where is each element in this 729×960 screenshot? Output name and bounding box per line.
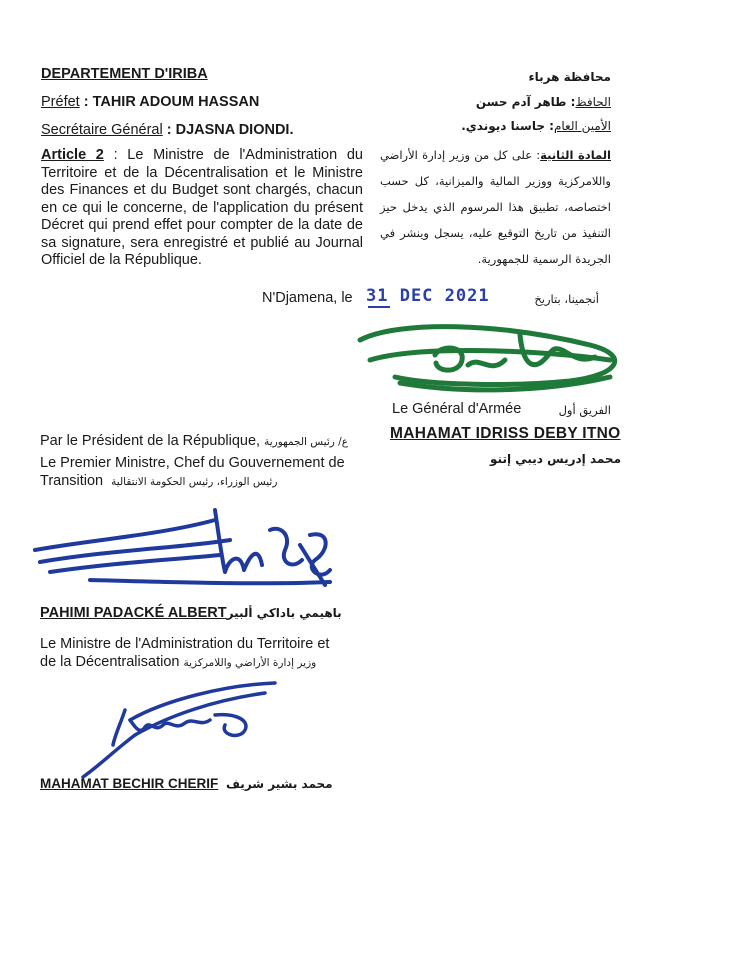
prefect-label: Préfet xyxy=(41,94,80,110)
prefect-name: : TAHIR ADOUM HASSAN xyxy=(83,94,260,110)
date-prefix: N'Djamena, le xyxy=(262,290,353,306)
pm-title-line-2 xyxy=(40,473,277,492)
secretary-label: Secrétaire Général xyxy=(41,122,163,138)
date-line xyxy=(262,290,353,308)
president-signature xyxy=(340,315,640,400)
pm-signature xyxy=(30,500,340,600)
president-title xyxy=(392,401,521,419)
article-label: Article 2 xyxy=(41,147,104,163)
article-text: : Le Ministre de l'Administration du Territoire et de la Décentralisation et le Ministre des Finances et du Budget sont chargés, chacun en ce qui le concerne, de l'application du présent Décret qui prend effet pour compter de la date de sa signature, sera enregistré et publié au Journal Officiel de la République. xyxy=(41,147,363,268)
article-2-ar xyxy=(380,142,611,272)
pm-by-line xyxy=(40,433,348,452)
date-arabic: أنجمينا، بتاريخ xyxy=(534,292,599,306)
minister-title-fr-2: de la Décentralisation xyxy=(40,654,180,670)
article-label-ar: المادة الثانية xyxy=(540,148,611,162)
minister-name-ar: محمد بشير شريف xyxy=(226,777,333,791)
minister-signature xyxy=(75,675,295,780)
minister-name xyxy=(40,776,333,791)
department-title-ar: محافظة هرباء xyxy=(528,70,611,84)
minister-title-ar: وزير إدارة الأراضي واللامركزية xyxy=(183,657,317,669)
secretary-line-ar xyxy=(461,119,611,133)
secretary-line xyxy=(41,122,293,140)
pm-title-fr-2: Transition xyxy=(40,473,104,489)
article-2-fr xyxy=(41,147,363,270)
president-name-ar: محمد إدريس ديبي إتنو xyxy=(490,452,621,466)
prefect-label-ar: الحافظ xyxy=(575,95,611,109)
pm-by-fr: Par le Président de la République, xyxy=(40,433,261,449)
president-title-fr: Le Général d'Armée xyxy=(392,401,522,417)
secretary-label-ar: الأمين العام xyxy=(553,119,611,133)
minister-title-line-2 xyxy=(40,654,316,673)
article-text-ar: : على كل من وزير إدارة الأراضي واللامركزية ووزير المالية والميزانية، كل حسب اختصاصه، تطبيق هذا المرسوم الذي يدخل حيز التنفيذ من تاريخ التوقيع عليه، يسجل وينشر في الجريدة الرسمية للجمهورية. xyxy=(380,148,611,266)
department-title: DEPARTEMENT D'IRIBA xyxy=(41,66,208,82)
prefect-line-ar xyxy=(476,95,611,109)
minister-name-fr: MAHAMAT BECHIR CHERIF xyxy=(40,776,219,791)
secretary-name: : DJASNA DIONDI. xyxy=(166,122,294,138)
date-underline xyxy=(368,306,390,308)
pm-title-line-1: Le Premier Ministre, Chef du Gouvernement de xyxy=(40,455,345,471)
pm-name xyxy=(40,605,342,621)
pm-name-fr: PAHIMI PADACKÉ ALBERT xyxy=(40,605,227,621)
pm-name-ar: باهيمي باداكي ألبير xyxy=(226,606,342,620)
pm-title-ar: رئيس الوزراء، رئيس الحكومة الانتقالية xyxy=(111,476,278,488)
president-title-ar: الفريق أول xyxy=(558,403,611,417)
secretary-name-ar: : جاسنا ديوندي. xyxy=(461,119,554,133)
pm-by-ar: ع/ رئيس الجمهورية xyxy=(264,436,348,448)
president-name: MAHAMAT IDRISS DEBY ITNO xyxy=(390,425,621,442)
minister-title-line-1: Le Ministre de l'Administration du Territoire et xyxy=(40,636,330,652)
prefect-name-ar: : طاهر آدم حسن xyxy=(475,95,576,109)
date-stamp: 31 DEC 2021 xyxy=(366,286,490,306)
prefect-line xyxy=(41,94,259,112)
